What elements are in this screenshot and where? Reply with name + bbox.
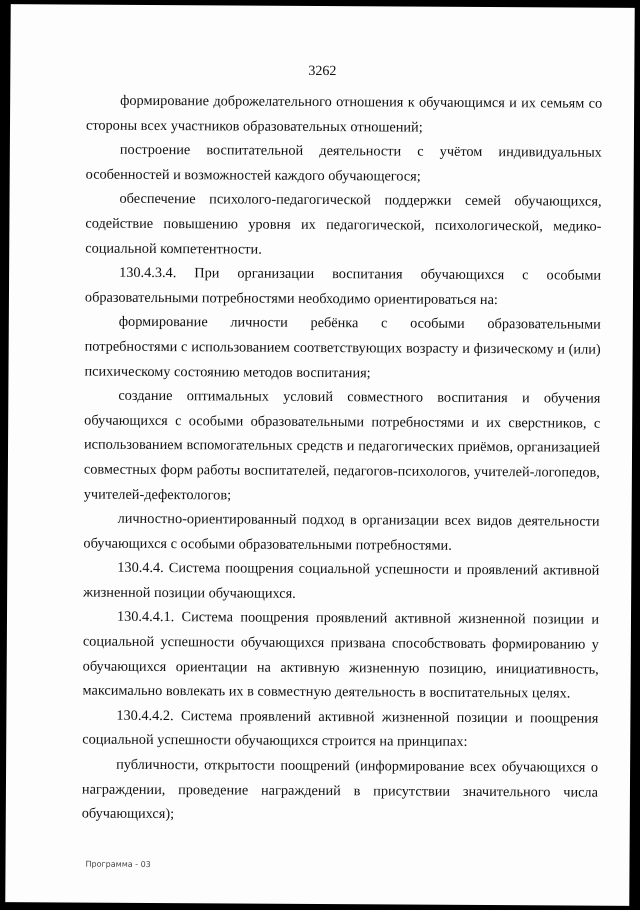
section-130-4-4-1: 130.4.4.1. Система поощрения проявлений активной жизненной позиции и социальной успешности обучающихся призвана способствовать формированию у обучающихся ориентации на активную жизненную позицию, инициативность, максимально вовлекать их в совместную деятельность в воспитательных целях. (82, 609, 600, 702)
section-130-4-4: 130.4.4. Система поощрения социальной успешности и проявлений активной жизненной позиции обучающихся. (83, 560, 600, 602)
paragraph-6: создание оптимальных условий совместного воспитания и обучения обучающихся с особыми образовательными потребностями и их сверстников, с использованием вспомогательных средств и педагогических приёмов, организацией совместных форм работы воспитателей, педагогов-психологов, учителей-логопедов, учителей-дефектологов; (83, 387, 601, 503)
section-130-4-3-4: 130.4.3.4. При организации воспитания обучающихся с особыми образовательными потребностями необходимо ориентироваться на: (84, 264, 602, 308)
document-body (82, 89, 602, 830)
paragraph-3: обеспечение психолого-педагогической поддержки семей обучающихся, содействие повышению уровня их педагогической, психологической, медико-социальной компетентности. (85, 191, 602, 258)
paragraph-1: формирование доброжелательного отношения к обучающимся и их семьям со стороны всех участников образовательных отношений; (85, 92, 603, 136)
section-130-4-4-2: 130.4.4.2. Система проявлений активной жизненной позиции и поощрения социальной успешности обучающихся строится на принципах: (82, 707, 599, 751)
page-footer: Программа - 03 (85, 859, 151, 869)
paragraph-7: личностно-ориентированный подход в организации всех видов деятельности обучающихся с особыми образовательными потребностями. (83, 510, 600, 554)
document-page (5, 4, 634, 906)
paragraph-5: формирование личности ребёнка с особыми образовательными потребностями с использованием соответствующих возрасту и физическому и (или) психическому состоянию методов воспитания; (84, 314, 601, 381)
paragraph-2: построение воспитательной деятельности с учётом индивидуальных особенностей и возможностей каждого обучающегося; (85, 141, 602, 185)
page-number: 3262 (308, 63, 337, 80)
paragraph-11: публичности, открытости поощрений (информирование всех обучающихся о награждении, проведение награждений в присутствии значительного числа обучающихся); (81, 756, 599, 823)
